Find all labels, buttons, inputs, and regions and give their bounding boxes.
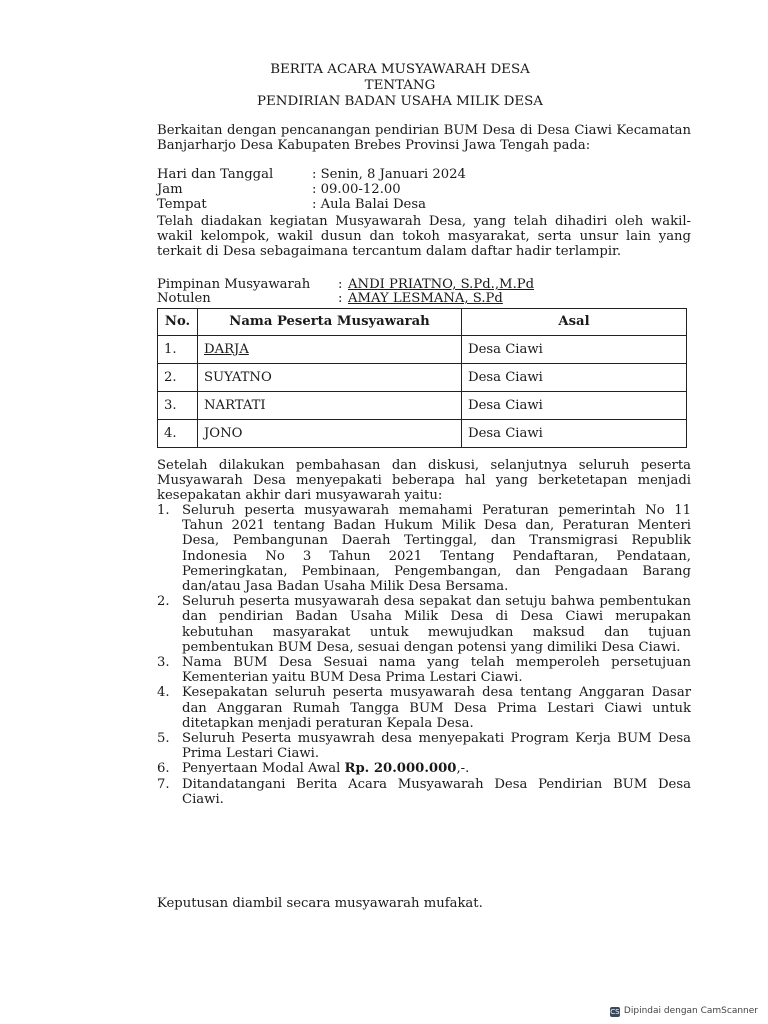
official-label: Pimpinan Musyawarah [157,277,311,292]
item-text: Seluruh peserta musyawarah desa sepakat dan setuju bahwa pembentukan dan pendirian Badan Usaha Milik Desa di Desa Ciawi merupakan kebutuhan masyarakat untuk mewujudkan maksud dan tujuan pembentukan BUM Desa, sesuai dengan potensi yang dimiliki Desa Ciawi. [182,594,691,655]
attendance-text: Telah diadakan kegiatan Musyawarah Desa, yang telah dihadiri oleh wakil-wakil kelompok, wakil dusun dan tokoh masyarakat, serta unsur lain yang terkait di Desa sebagaimana tercantum dalam daftar hadir terlampir. [157,214,691,260]
table-row [158,364,687,392]
item-text: Seluruh Peserta musyawrah desa menyepakati Program Kerja BUM Desa Prima Lestari Ciawi. [182,731,691,762]
schedule-label: Hari dan Tanggal [157,167,274,182]
cell-name [198,336,462,364]
schedule-row-time [157,182,401,197]
cell-no: 1. [158,336,198,364]
list-item [157,594,691,655]
schedule-label: Jam [157,182,183,197]
item-text: Nama BUM Desa Sesuai nama yang telah memperoleh persetujuan Kementerian yaitu BUM Desa Prima Lestari Ciawi. [182,655,691,686]
schedule-row-date [157,167,466,182]
cell-origin: Desa Ciawi [462,392,687,420]
official-colon: : [338,277,343,292]
cell-name: NARTATI [198,392,462,420]
capital-amount: Rp. 20.000.000 [344,761,457,777]
table-row [158,392,687,420]
closing-text: Keputusan diambil secara musyawarah mufakat. [157,896,483,911]
header-name: Nama Peserta Musyawarah [198,309,462,336]
title-line-2: TENTANG [364,77,436,93]
list-item [157,503,691,594]
item-text-pre: Penyertaan Modal Awal [182,761,345,777]
title-line-1: BERITA ACARA MUSYAWARAH DESA [270,62,530,77]
official-label: Notulen [157,291,211,306]
schedule-label: Tempat [157,197,207,212]
official-name: AMAY LESMANA, S.Pd [348,291,503,306]
cell-origin: Desa Ciawi [462,336,687,364]
item-text-post: ,-. [456,761,470,777]
camscanner-icon: CS [610,1007,620,1016]
list-item [157,685,691,731]
item-text: Kesepakatan seluruh peserta musyawarah desa tentang Anggaran Dasar dan Anggaran Rumah Tangga BUM Desa Prima Lestari Ciawi untuk ditetapkan menjadi peraturan Kepala Desa. [182,685,691,731]
item-text: Seluruh peserta musyawarah memahami Peraturan pemerintah No 11 Tahun 2021 tentang Badan Hukum Milik Desa dan, Peraturan Menteri Desa, Pembangunan Daerah Tertinggal, dan Transmigrasi Republik Indonesia No 3 Tahun 2021 Tentang Pendaftaran, Pendataan, Pemeringkatan, Pembinaan, Pengembangan, dan Pengadaan Barang dan/atau Jasa Badan Usaha Milik Desa Bersama. [182,503,691,595]
official-row-chair [157,277,535,292]
camscanner-watermark [610,1004,758,1019]
intro-paragraph [157,123,691,153]
official-colon: : [338,291,343,306]
item-number: 6. [157,761,170,777]
official-row-notulen [157,291,503,306]
list-item [157,777,691,807]
schedule-row-place [157,197,426,212]
cell-origin: Desa Ciawi [462,420,687,448]
list-item [157,655,691,685]
item-number: 7. [157,776,170,792]
item-number: 3. [157,655,170,671]
cell-no: 3. [158,392,198,420]
attendance-paragraph [157,214,691,260]
cell-no: 2. [158,364,198,392]
document-title [0,62,768,109]
table-row [158,420,687,448]
cell-name: SUYATNO [198,364,462,392]
list-item [157,761,691,776]
agreement-list [157,503,691,807]
schedule-value: : Aula Balai Desa [312,197,426,212]
schedule-value: : 09.00-12.00 [312,182,401,197]
header-no: No. [158,309,198,336]
cell-no: 4. [158,420,198,448]
official-name: ANDI PRIATNO, S.Pd.,M.Pd [348,277,535,292]
title-line-3: PENDIRIAN BADAN USAHA MILIK DESA [257,93,543,109]
cell-origin: Desa Ciawi [462,364,687,392]
table-row [158,336,687,364]
cell-name: JONO [198,420,462,448]
closing-paragraph [157,896,691,911]
schedule-value: : Senin, 8 Januari 2024 [312,167,466,182]
item-text: Ditandatangani Berita Acara Musyawarah Desa Pendirian BUM Desa Ciawi. [182,776,691,807]
watermark-text: Dipindai dengan CamScanner [623,1006,758,1016]
header-origin: Asal [462,309,687,336]
item-number: 4. [157,685,170,701]
discussion-text: Setelah dilakukan pembahasan dan diskusi, selanjutnya seluruh peserta Musyawarah Desa menyepakati beberapa hal yang berketetapan menjadi kesepakatan akhir dari musyawarah yaitu: [157,458,691,504]
table-header-row [158,309,687,336]
item-number: 2. [157,594,170,610]
item-number: 5. [157,731,170,747]
discussion-paragraph [157,458,691,504]
participants-table [157,308,687,448]
participant-name: DARJA [204,341,249,357]
intro-text: Berkaitan dengan pencanangan pendirian BUM Desa di Desa Ciawi Kecamatan Banjarharjo Desa Kabupaten Brebes Provinsi Jawa Tengah pada: [157,123,691,154]
list-item [157,731,691,761]
item-number: 1. [157,503,170,518]
